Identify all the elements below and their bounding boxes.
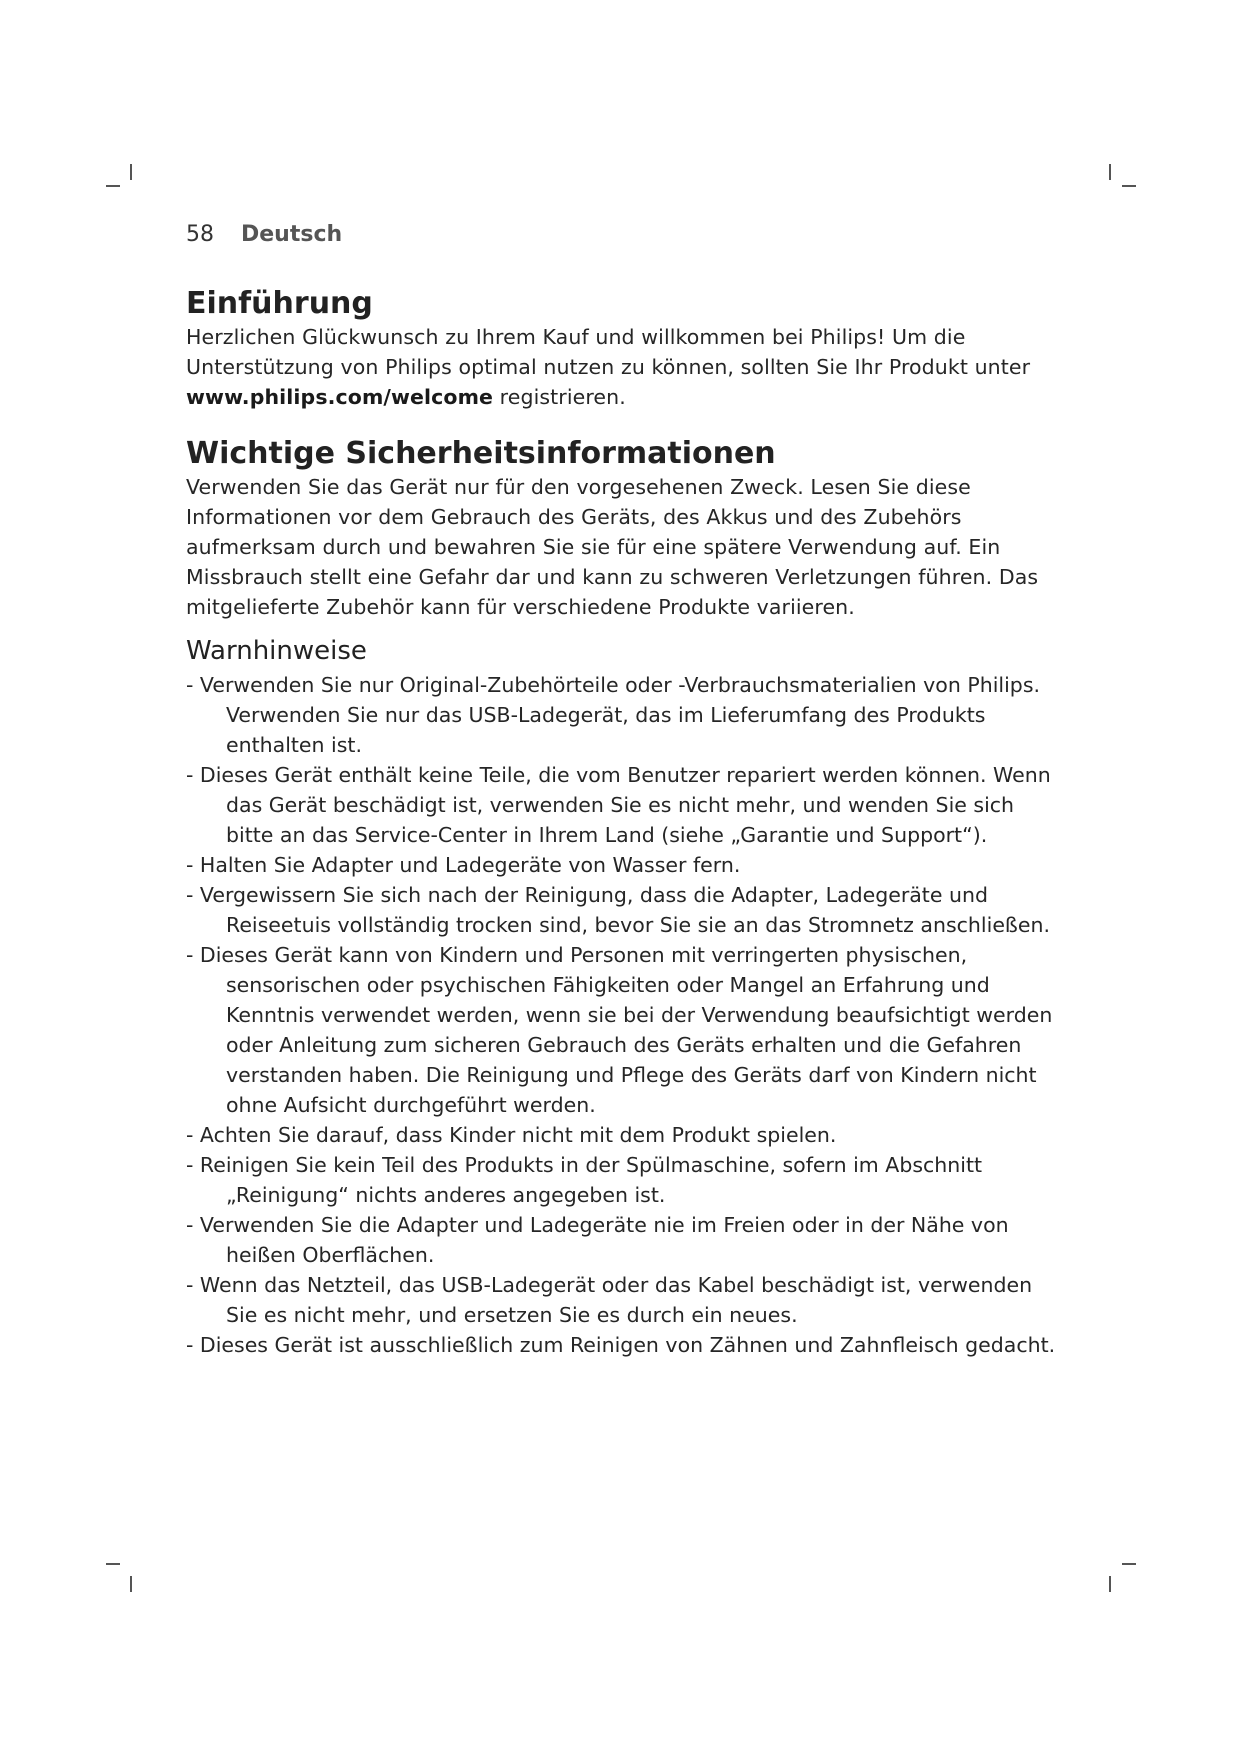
list-item: - Vergewissern Sie sich nach der Reinigung, dass die Adapter, Ladegeräte und Reiseetuis vollständig trocken sind, bevor Sie sie an das Stromnetz anschließen. (186, 883, 1050, 937)
list-item: - Wenn das Netzteil, das USB-Ladegerät oder das Kabel beschädigt ist, verwenden Sie es nicht mehr, und ersetzen Sie es durch ein neues. (186, 1273, 1033, 1327)
page-number: 58 (186, 222, 214, 247)
intro-text-end: registrieren. (493, 385, 626, 409)
crop-mark (106, 1563, 120, 1565)
list-item: - Dieses Gerät enthält keine Teile, die vom Benutzer repariert werden können. Wenn das Gerät beschädigt ist, verwenden Sie es nicht mehr, und wenden Sie sich bitte an das Service-Center in Ihrem Land (siehe „Garantie und Support“). (186, 763, 1051, 847)
intro-heading: Einführung (186, 286, 373, 321)
list-item: - Halten Sie Adapter und Ladegeräte von Wasser fern. (186, 853, 741, 877)
list-item: - Verwenden Sie nur Original-Zubehörteile oder -Verbrauchsmaterialien von Philips. Verwenden Sie nur das USB-Ladegerät, das im Lieferumfang des Produkts enthalten ist. (186, 673, 1041, 757)
page-content (186, 286, 1066, 1360)
warnings-list (186, 670, 1066, 1360)
list-item: - Dieses Gerät ist ausschließlich zum Reinigen von Zähnen und Zahnfleisch gedacht. (186, 1333, 1056, 1357)
safety-heading: Wichtige Sicherheitsinformationen (186, 436, 776, 471)
crop-mark (106, 185, 120, 187)
list-item: - Reinigen Sie kein Teil des Produkts in der Spülmaschine, sofern im Abschnitt „Reinigung“ nichts anderes angegeben ist. (186, 1153, 983, 1207)
list-item: - Dieses Gerät kann von Kindern und Personen mit verringerten physischen, sensorischen oder psychischen Fähigkeiten oder Mangel an Erfahrung und Kenntnis verwendet werden, wenn sie bei der Verwendung beaufsichtigt werden oder Anleitung zum sicheren Gebrauch des Geräts erhalten und die Gefahren verstanden haben. Die Reinigung und Pflege des Geräts darf von Kindern nicht ohne Aufsicht durchgeführt werden. (186, 943, 1053, 1117)
registration-url: www.philips.com/welcome (186, 385, 494, 409)
crop-mark (1122, 1563, 1136, 1565)
list-item: - Verwenden Sie die Adapter und Ladegeräte nie im Freien oder in der Nähe von heißen Oberflächen. (186, 1213, 1009, 1267)
page-header (186, 222, 342, 247)
intro-text: Herzlichen Glückwunsch zu Ihrem Kauf und willkommen bei Philips! Um die Unterstützung von Philips optimal nutzen zu können, sollten Sie Ihr Produkt unter (186, 325, 1031, 379)
crop-mark (130, 164, 132, 180)
crop-mark (1122, 185, 1136, 187)
crop-mark (1109, 1576, 1111, 1592)
intro-paragraph (186, 322, 1066, 412)
list-item: - Achten Sie darauf, dass Kinder nicht mit dem Produkt spielen. (186, 1123, 837, 1147)
safety-paragraph: Verwenden Sie das Gerät nur für den vorgesehenen Zweck. Lesen Sie diese Informationen vor dem Gebrauch des Geräts, des Akkus und des Zubehörs aufmerksam durch und bewahren Sie sie für eine spätere Verwendung auf. Ein Missbrauch stellt eine Gefahr dar und kann zu schweren Verletzungen führen. Das mitgelieferte Zubehör kann für verschiedene Produkte variieren. (186, 475, 1039, 619)
crop-mark (1109, 164, 1111, 180)
section-language: Deutsch (241, 222, 343, 247)
crop-mark (130, 1576, 132, 1592)
warnings-heading: Warnhinweise (186, 636, 367, 666)
